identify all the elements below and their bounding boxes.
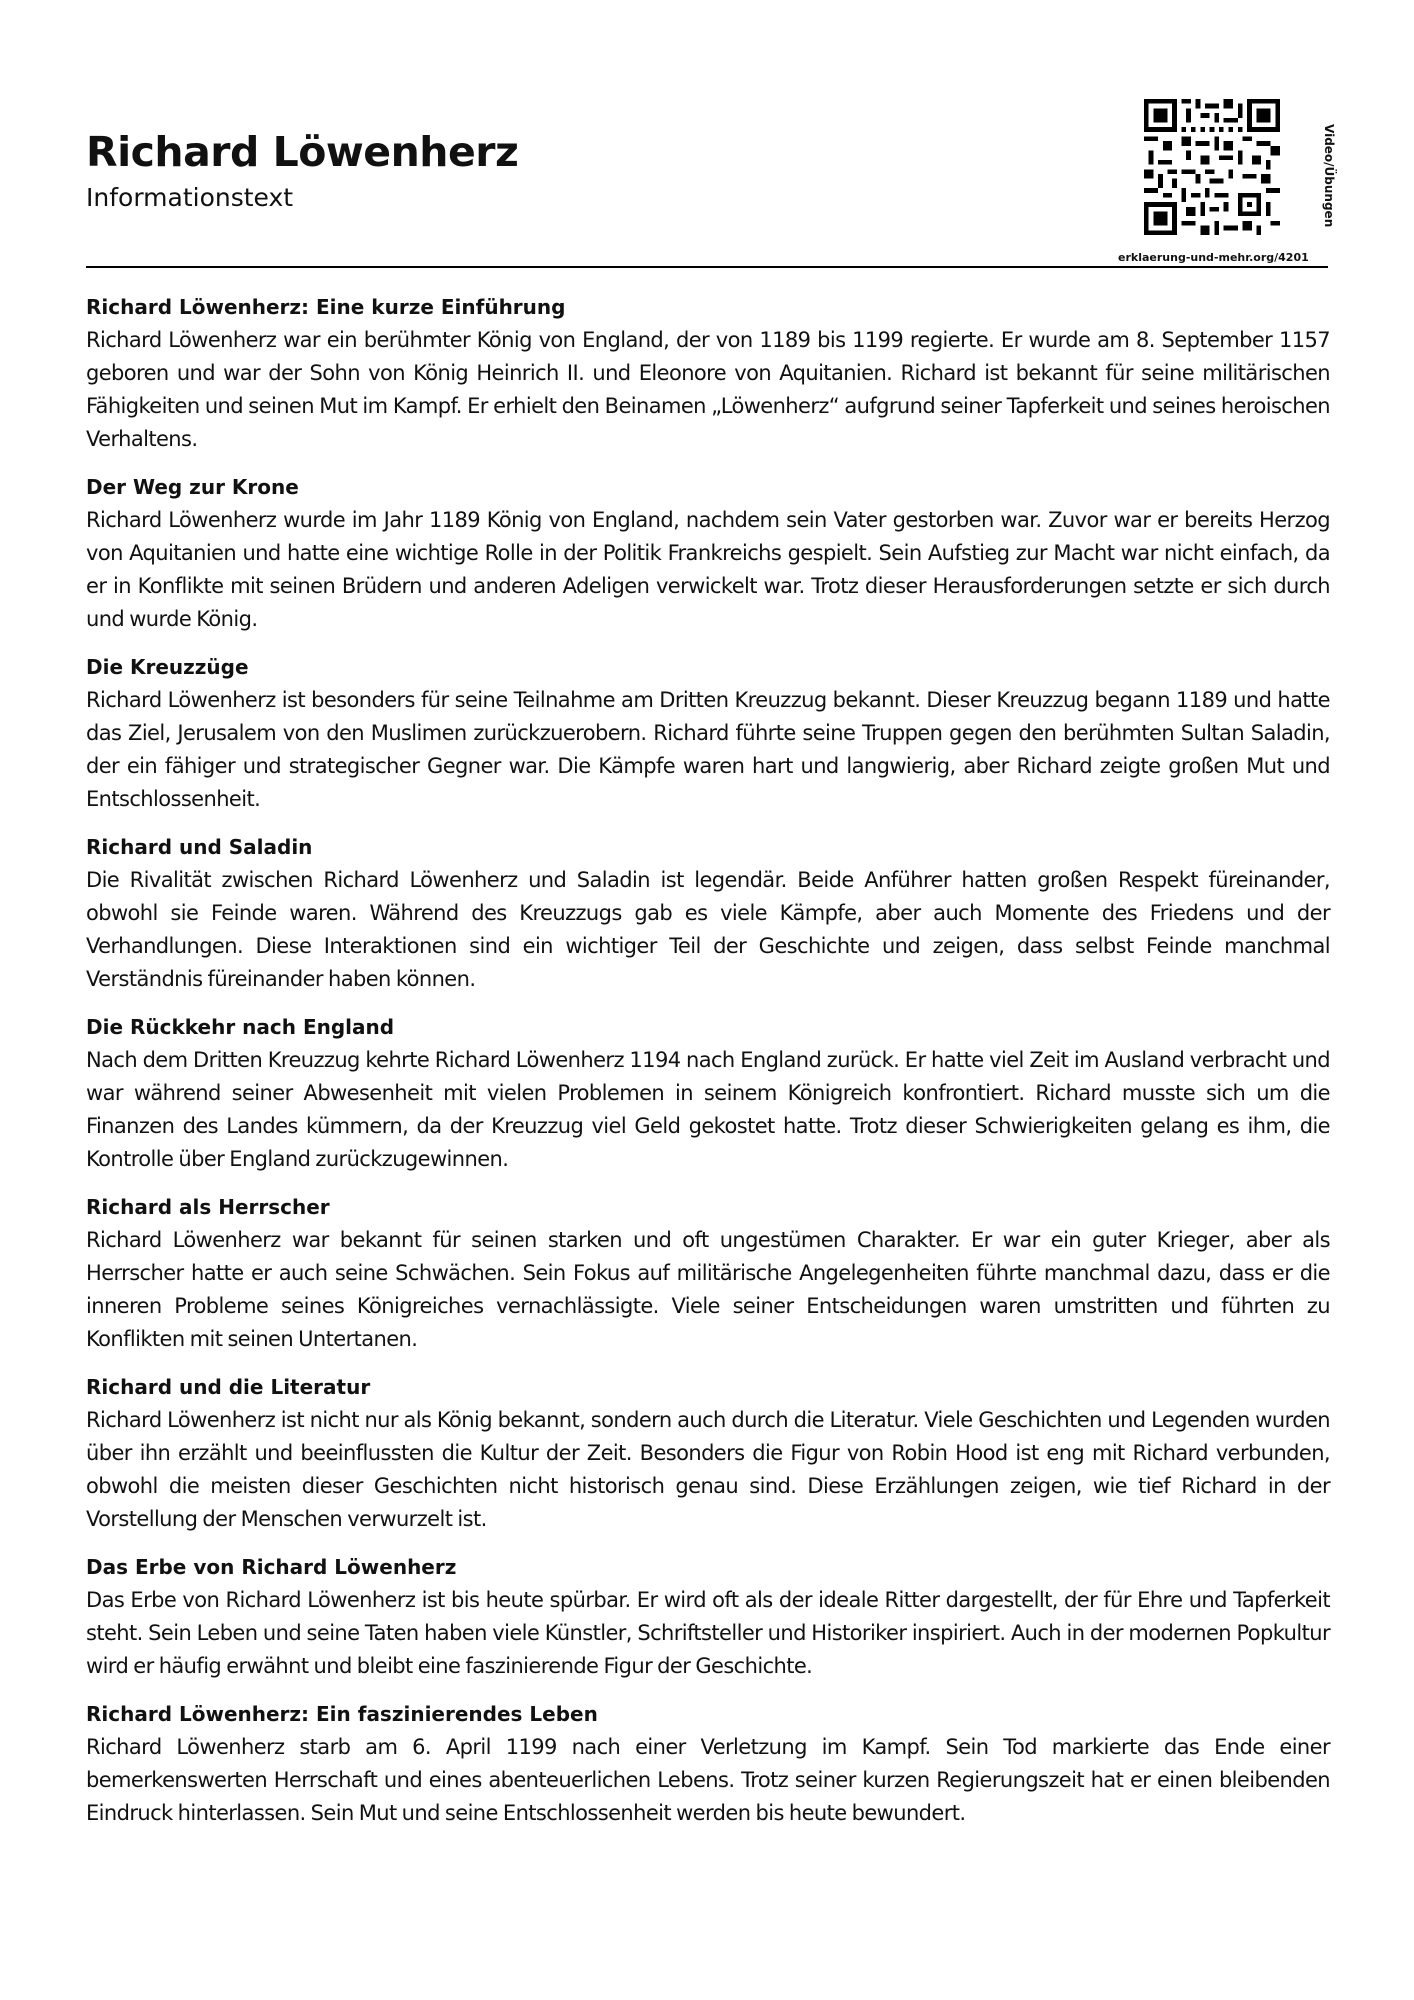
section-heading: Das Erbe von Richard Löwenherz <box>86 1555 457 1579</box>
section-return-to-england <box>86 1010 1330 1176</box>
section-legacy <box>86 1550 1330 1683</box>
section-path-to-crown <box>86 470 1330 636</box>
section-crusades <box>86 650 1330 816</box>
qr-code-icon[interactable] <box>1144 99 1280 235</box>
section-text: Das Erbe von Richard Löwenherz ist bis heute spürbar. Er wird oft als der ideale Ritter dargestellt, der für Ehre und Tapferkeit steht. Sein Leben und seine Taten haben viele Künstler, Schriftsteller und Historiker inspiriert. Auch in der modernen Popkultur wird er häufig erwähnt und bleibt eine faszinierende Figur der Geschichte. <box>86 1588 1330 1678</box>
section-heading: Die Rückkehr nach England <box>86 1015 395 1039</box>
section-text: Richard Löwenherz starb am 6. April 1199 nach einer Verletzung im Kampf. Sein Tod markierte das Ende einer bemerkenswerten Herrschaft und eines abenteuerlichen Lebens. Trotz seiner kurzen Regierungszeit hat er einen bleibenden Eindruck hinterlassen. Sein Mut und seine Entschlossenheit werden bis heute bewundert. <box>86 1735 1330 1825</box>
header-divider <box>86 266 1328 268</box>
section-heading: Richard als Herrscher <box>86 1195 330 1219</box>
section-heading: Richard Löwenherz: Ein faszinierendes Leben <box>86 1702 598 1726</box>
section-richard-and-saladin <box>86 830 1330 996</box>
section-text: Die Rivalität zwischen Richard Löwenherz und Saladin ist legendär. Beide Anführer hatten großen Respekt füreinander, obwohl sie Feinde waren. Während des Kreuzzugs gab es viele Kämpfe, aber auch Momente des Friedens und der Verhandlungen. Diese Interaktionen sind ein wichtiger Teil der Geschichte und zeigen, dass selbst Feinde manchmal Verständnis füreinander haben können. <box>86 868 1330 991</box>
section-heading: Die Kreuzzüge <box>86 655 249 679</box>
section-heading: Richard Löwenherz: Eine kurze Einführung <box>86 295 566 319</box>
section-heading: Richard und Saladin <box>86 835 313 859</box>
section-introduction <box>86 290 1330 456</box>
section-text: Richard Löwenherz war bekannt für seinen starken und oft ungestümen Charakter. Er war ein guter Krieger, aber als Herrscher hatte er auch seine Schwächen. Sein Fokus auf militärische Angelegenheiten führte manchmal dazu, dass er die inneren Probleme seines Königreiches vernachlässigte. Viele seiner Entscheidungen waren umstritten und führten zu Konflikten mit seinen Untertanen. <box>86 1228 1330 1351</box>
page-subtitle: Informationstext <box>86 183 294 213</box>
section-text: Richard Löwenherz war ein berühmter König von England, der von 1189 bis 1199 regierte. Er wurde am 8. September 1157 geboren und war der Sohn von König Heinrich II. und Eleonore von Aquitanien. Richard ist bekannt für seine militärischen Fähigkeiten und seinen Mut im Kampf. Er erhielt den Beinamen „Löwenherz“ aufgrund seiner Tapferkeit und seines heroischen Verhaltens. <box>86 328 1330 451</box>
section-text: Richard Löwenherz ist besonders für seine Teilnahme am Dritten Kreuzzug bekannt. Dieser Kreuzzug begann 1189 und hatte das Ziel, Jerusalem von den Muslimen zurückzuerobern. Richard führte seine Truppen gegen den berühmten Sultan Saladin, der ein fähiger und strategischer Gegner war. Die Kämpfe waren hart und langwierig, aber Richard zeigte großen Mut und Entschlossenheit. <box>86 688 1330 811</box>
section-heading: Richard und die Literatur <box>86 1375 371 1399</box>
section-text: Richard Löwenherz ist nicht nur als König bekannt, sondern auch durch die Literatur. Viele Geschichten und Legenden wurden über ihn erzählt und beeinflussten die Kultur der Zeit. Besonders die Figur von Robin Hood ist eng mit Richard verbunden, obwohl die meisten dieser Geschichten nicht historisch genau sind. Diese Erzählungen zeigen, wie tief Richard in der Vorstellung der Menschen verwurzelt ist. <box>86 1408 1330 1531</box>
article-body <box>86 290 1330 1844</box>
section-heading: Der Weg zur Krone <box>86 475 299 499</box>
page-header <box>86 130 518 212</box>
section-text: Nach dem Dritten Kreuzzug kehrte Richard Löwenherz 1194 nach England zurück. Er hatte viel Zeit im Ausland verbracht und war während seiner Abwesenheit mit vielen Problemen in seinem Königreich konfrontiert. Richard musste sich um die Finanzen des Landes kümmern, da der Kreuzzug viel Geld gekostet hatte. Trotz dieser Schwierigkeiten gelang es ihm, die Kontrolle über England zurückzugewinnen. <box>86 1048 1330 1171</box>
page-title: Richard Löwenherz <box>86 128 519 176</box>
section-fascinating-life <box>86 1697 1330 1830</box>
section-literature <box>86 1370 1330 1536</box>
source-url[interactable]: erklaerung-und-mehr.org/4201 <box>1118 251 1309 264</box>
video-exercises-label: Video/Übungen <box>1322 124 1336 228</box>
section-as-ruler <box>86 1190 1330 1356</box>
section-text: Richard Löwenherz wurde im Jahr 1189 König von England, nachdem sein Vater gestorben war. Zuvor war er bereits Herzog von Aquitanien und hatte eine wichtige Rolle in der Politik Frankreichs gespielt. Sein Aufstieg zur Macht war nicht einfach, da er in Konflikte mit seinen Brüdern und anderen Adeligen verwickelt war. Trotz dieser Herausforderungen setzte er sich durch und wurde König. <box>86 508 1330 631</box>
